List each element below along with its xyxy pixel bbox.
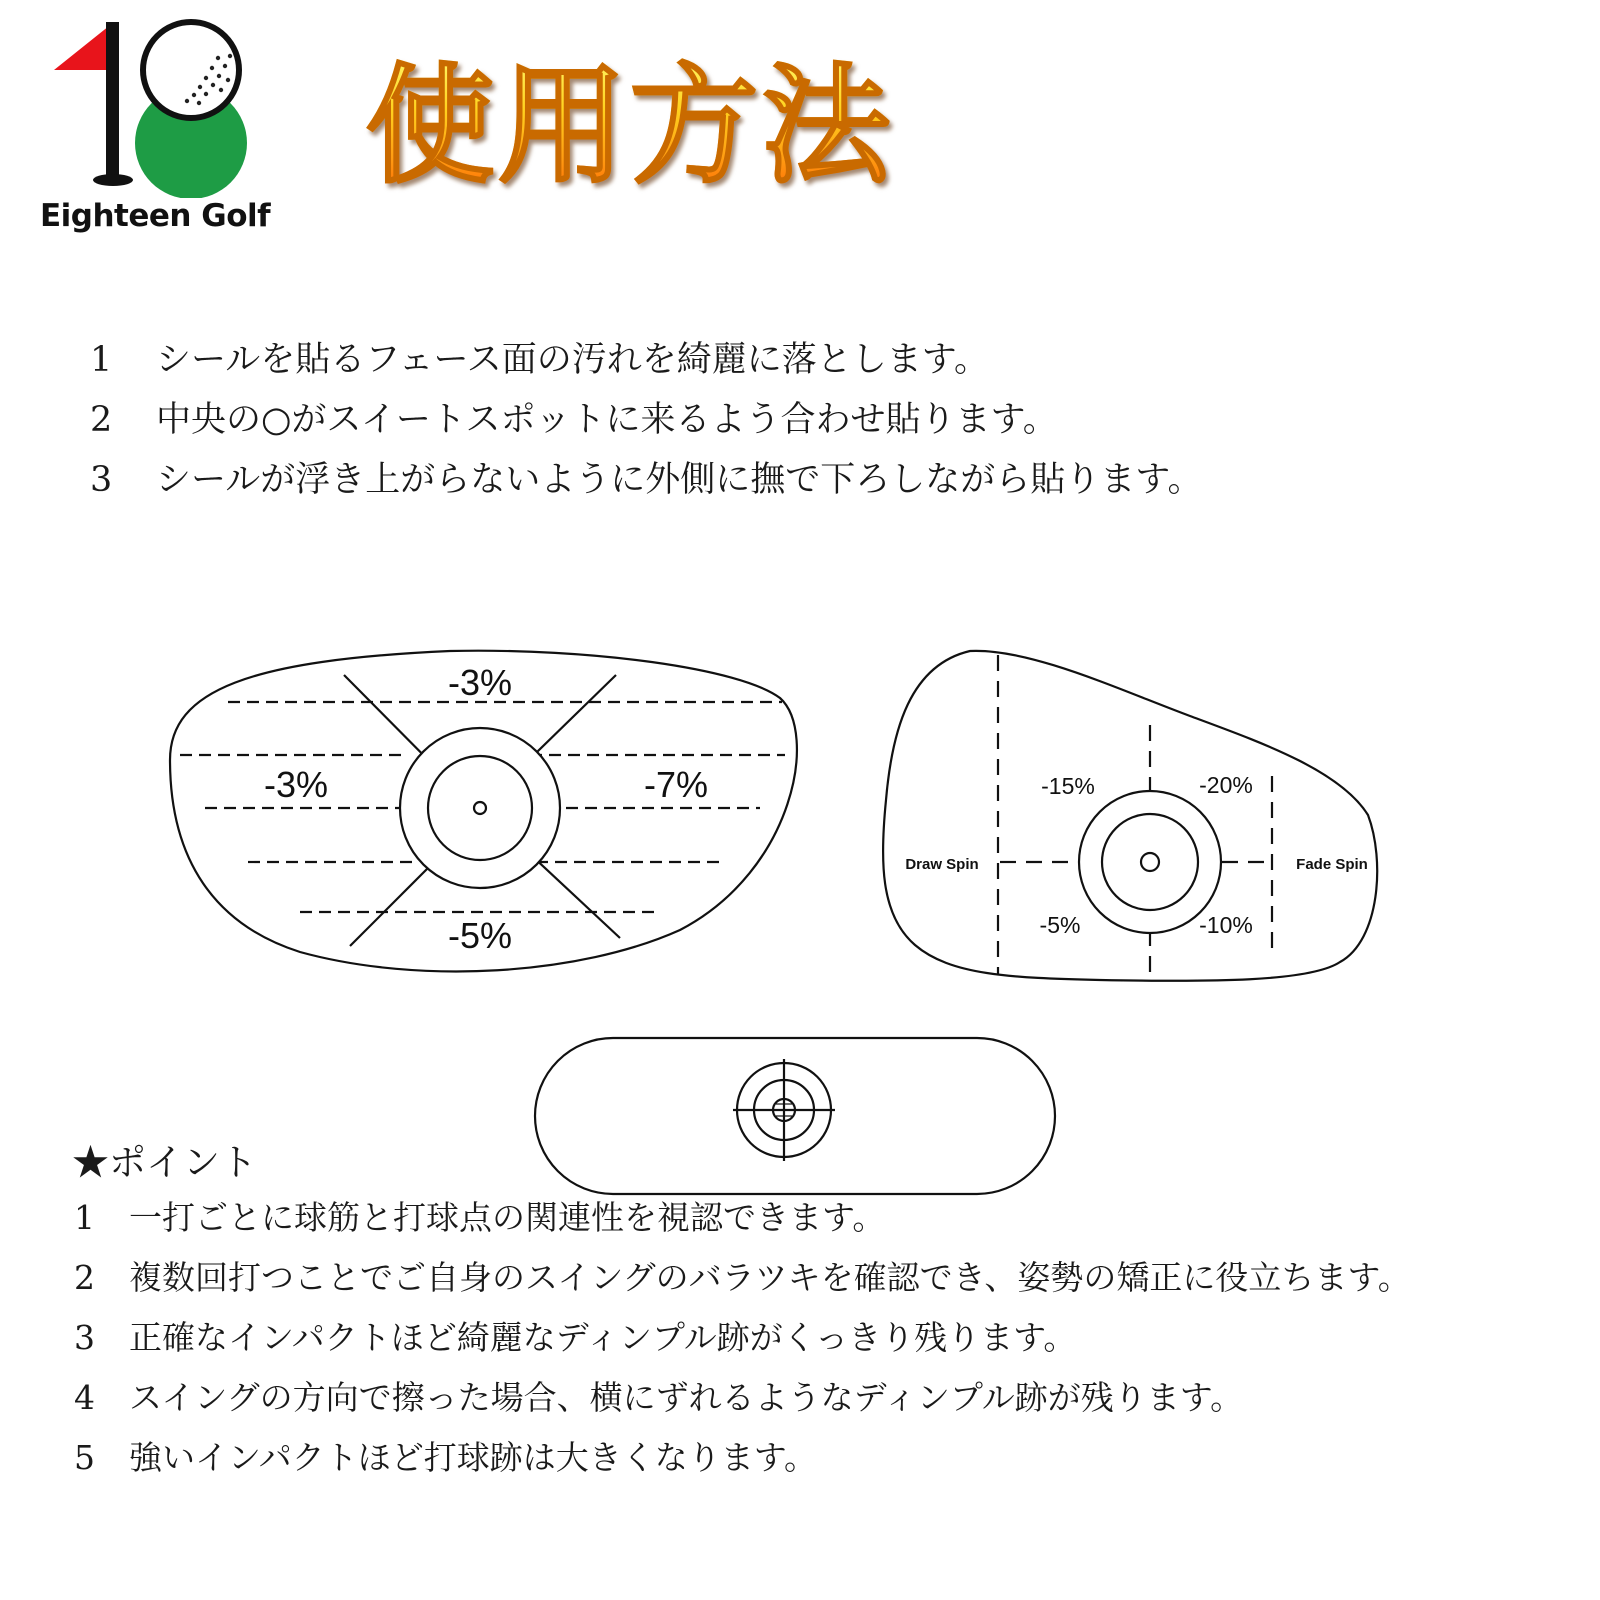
- point-text: 強いインパクトほど打球跡は大きくなります。: [129, 1438, 818, 1477]
- point-item: [74, 1248, 1411, 1308]
- point-item: [74, 1188, 1411, 1248]
- point-text: 複数回打つことでご自身のスイングのバラツキを確認でき、姿勢の矯正に役立ちます。: [129, 1258, 1411, 1297]
- step-number: 3: [90, 460, 113, 500]
- putter-sticker: [535, 1038, 1055, 1194]
- crosshair-target-icon: [733, 1059, 835, 1161]
- brand-name: Eighteen Golf: [40, 198, 271, 234]
- point-text: スイングの方向で擦った場合、横にずれるようなディンプル跡が残ります。: [129, 1378, 1244, 1417]
- points-title: ★ポイント: [72, 1141, 257, 1184]
- iron-label-bottom-right: -10%: [1199, 912, 1253, 938]
- driver-label-bottom: -5%: [447, 915, 513, 956]
- points-list: [74, 1188, 1411, 1488]
- point-item: [74, 1308, 1411, 1368]
- point-number: 5: [74, 1438, 95, 1477]
- point-item: [74, 1428, 1411, 1488]
- iron-sticker: [883, 651, 1377, 981]
- page-title: 使用方法: [366, 52, 895, 201]
- driver-label-left: -3%: [263, 764, 329, 805]
- point-number: 4: [74, 1378, 95, 1417]
- point-text: 正確なインパクトほど綺麗なディンプル跡がくっきり残ります。: [129, 1318, 1077, 1357]
- step-number: 1: [90, 340, 113, 380]
- point-number: 3: [74, 1318, 95, 1357]
- putter-sticker-outline: [535, 1038, 1055, 1194]
- point-item: [74, 1368, 1411, 1428]
- iron-label-bottom-left: -5%: [1039, 912, 1081, 938]
- iron-label-fade-spin: Fade Spin: [1296, 856, 1368, 873]
- iron-label-top-left: -15%: [1041, 773, 1095, 799]
- step-text: シールが浮き上がらないように外側に撫で下ろしながら貼ります。: [156, 460, 1203, 500]
- iron-label-top-right: -20%: [1199, 772, 1253, 798]
- step-text: 中央の○がスイートスポットに来るよう合わせ貼ります。: [156, 400, 1058, 440]
- driver-label-right: -7%: [643, 764, 709, 805]
- step-number: 2: [90, 400, 113, 440]
- point-number: 2: [74, 1258, 95, 1297]
- point-text: 一打ごとに球筋と打球点の関連性を視認できます。: [129, 1198, 886, 1237]
- point-number: 1: [74, 1198, 95, 1237]
- step-text: シールを貼るフェース面の汚れを綺麗に落とします。: [156, 340, 990, 380]
- driver-label-top: -3%: [447, 662, 513, 703]
- iron-label-draw-spin: Draw Spin: [905, 856, 979, 873]
